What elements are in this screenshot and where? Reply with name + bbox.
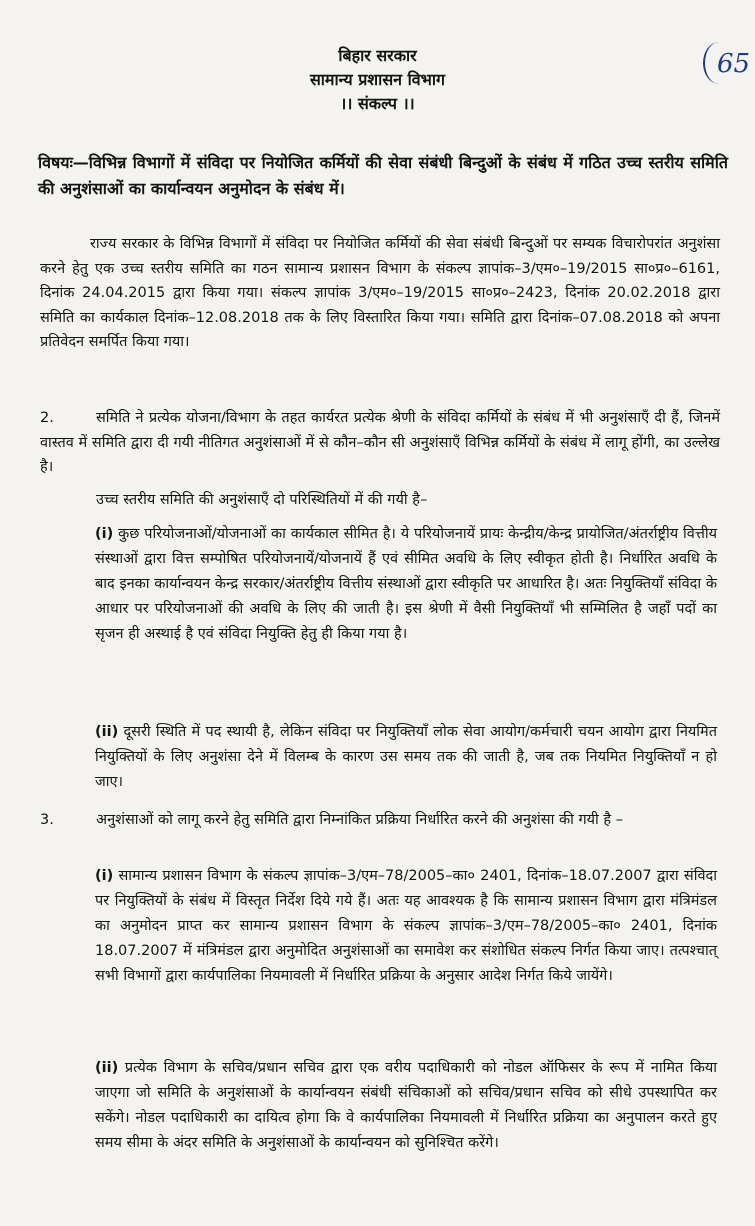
item-label: (i) xyxy=(95,868,114,884)
paragraph-2-number: 2. xyxy=(40,410,54,426)
paragraph-3-item-1 xyxy=(95,864,717,989)
paragraph-2-item-1 xyxy=(95,522,717,647)
item-label: (ii) xyxy=(95,724,119,740)
government-title: बिहार सरकार xyxy=(338,46,417,65)
item-text: प्रत्येक विभाग के सचिव/प्रधान सचिव द्वारा एक वरीय पदाधिकारी को नोडल ऑफिसर के रूप में नामित किया जाएगा जो समिति के अनुशंसाओं के कार्यान्वयन संबंधी संचिकाओं को सचिव/प्रधान सचिव को सीधे उपस्थापित कर सकेंगे। नोडल पदाधिकारी का दायित्व होगा कि वे कार्यपालिका नियमावली में निर्धारित प्रक्रिया का अनुपालन करते हुए समय सीमा के अंदर समिति के अनुशंसाओं के कार्यान्वयन को सुनिश्चित करेंगे। xyxy=(95,1060,718,1151)
item-text: सामान्य प्रशासन विभाग के संकल्प ज्ञापांक–3/एम–78/2005–का० 2401, दिनांक–18.07.2007 द्वारा संविदा पर नियुक्तियों के संबंध में विस्तृत निर्देश दिये गये हैं। अतः यह आवश्यक है कि सामान्य प्रशासन विभाग द्वारा मंत्रिमंडल का अनुमोदन प्राप्त कर सामान्य प्रशासन विभाग के संकल्प ज्ञापांक–3/एम–78/2005–का० 2401, दिनांक 18.07.2007 में मंत्रिमंडल द्वारा अनुमोदित अनुशंसाओं का समावेश कर संशोधित संकल्प निर्गत किया जाए। तत्पश्चात् सभी विभागों द्वारा कार्यपालिका नियमावली में निर्धारित प्रक्रिया के अनुसार आदेश निर्गत किये जायेंगे। xyxy=(95,868,717,984)
page-number-text: 65 xyxy=(717,49,751,79)
paragraph-2-item-2 xyxy=(95,720,717,795)
paragraph-3-item-2 xyxy=(95,1056,717,1156)
item-label: (i) xyxy=(95,526,114,542)
document-header xyxy=(0,44,755,116)
paragraph-2: समिति ने प्रत्येक योजना/विभाग के तहत कार्यरत प्रत्येक श्रेणी के संविदा कर्मियों के संबंध में भी अनुशंसाएँ दी हैं, जिनमें वास्तव में समिति द्वारा दी गयी नीतिगत अनुशंसाओं में से कौन–कौन सी अनुशंसाएँ विभिन्न कर्मियों के संबंध में लागू होंगी, का उल्लेख है। xyxy=(40,410,720,475)
department-title: सामान्य प्रशासन विभाग xyxy=(309,70,446,89)
paragraph-3-number: 3. xyxy=(40,812,54,828)
item-text: दूसरी स्थिति में पद स्थायी है, लेकिन संविदा पर नियुक्तियाँ लोक सेवा आयोग/कर्मचारी चयन आयोग द्वारा नियमित नियुक्तियों के लिए अनुशंसा देने में विलम्ब के कारण उस समय तक की जाती है, जब तक नियमित नियुक्तियाँ न हो जाए। xyxy=(95,724,717,790)
resolution-title: ।। संकल्प ।। xyxy=(340,94,415,113)
paragraph-1: राज्य सरकार के विभिन्न विभागों में संविदा पर नियोजित कर्मियों की सेवा संबंधी बिन्दुओं पर सम्यक विचारोपरांत अनुशंसा करने हेतु एक उच्च स्तरीय समिति का गठन सामान्य प्रशासन विभाग के संकल्प ज्ञापांक–3/एम०–19/2015 सा०प्र०–6161, दिनांक 24.04.2015 द्वारा किया गया। संकल्प ज्ञापांक 3/एम०–19/2015 सा०प्र०–2423, दिनांक 20.02.2018 द्वारा समिति का कार्यकाल दिनांक–12.08.2018 तक के लिए विस्तारित किया गया। समिति द्वारा दिनांक–07.08.2018 को अपना प्रतिवेदन समर्पित किया गया। xyxy=(40,236,720,350)
handwritten-page-number xyxy=(705,40,753,88)
paragraph-2-intro: उच्च स्तरीय समिति की अनुशंसाएँ दो परिस्थितियों में की गयी है– xyxy=(96,492,428,508)
subject-line: विषयः—विभिन्न विभागों में संविदा पर नियोजित कर्मियों की सेवा संबंधी बिन्दुओं के संबंध में गठित उच्च स्तरीय समिति की अनुशंसाओं का कार्यान्वयन अनुमोदन के संबंध में। xyxy=(38,153,728,198)
item-label: (ii) xyxy=(95,1060,119,1076)
paragraph-3: अनुशंसाओं को लागू करने हेतु समिति द्वारा निम्नांकित प्रक्रिया निर्धारित करने की अनुशंसा की गयी है – xyxy=(96,812,623,828)
item-text: कुछ परियोजनाओं/योजनाओं का कार्यकाल सीमित है। ये परियोजनायें प्रायः केन्द्रीय/केन्द्र प्रायोजित/अंतर्राष्ट्रीय वित्तीय संस्थाओं द्वारा वित्त सम्पोषित परियोजनायें/योजनायें हैं एवं सीमित अवधि के लिए स्वीकृत होती है। निर्धारित अवधि के बाद इनका कार्यान्वयन केन्द्र सरकार/अंतर्राष्ट्रीय वित्तीय संस्थाओं द्वारा स्वीकृति पर आधारित है। अतः नियुक्तियाँ संविदा के आधार पर परियोजनाओं की अवधि के लिए की जाती है। इस श्रेणी में वैसी नियुक्तियाँ भी सम्मिलित है जहाँ पदों का सृजन ही अस्थाई है एवं संविदा नियुक्ति हेतु ही किया गया है। xyxy=(95,526,717,642)
